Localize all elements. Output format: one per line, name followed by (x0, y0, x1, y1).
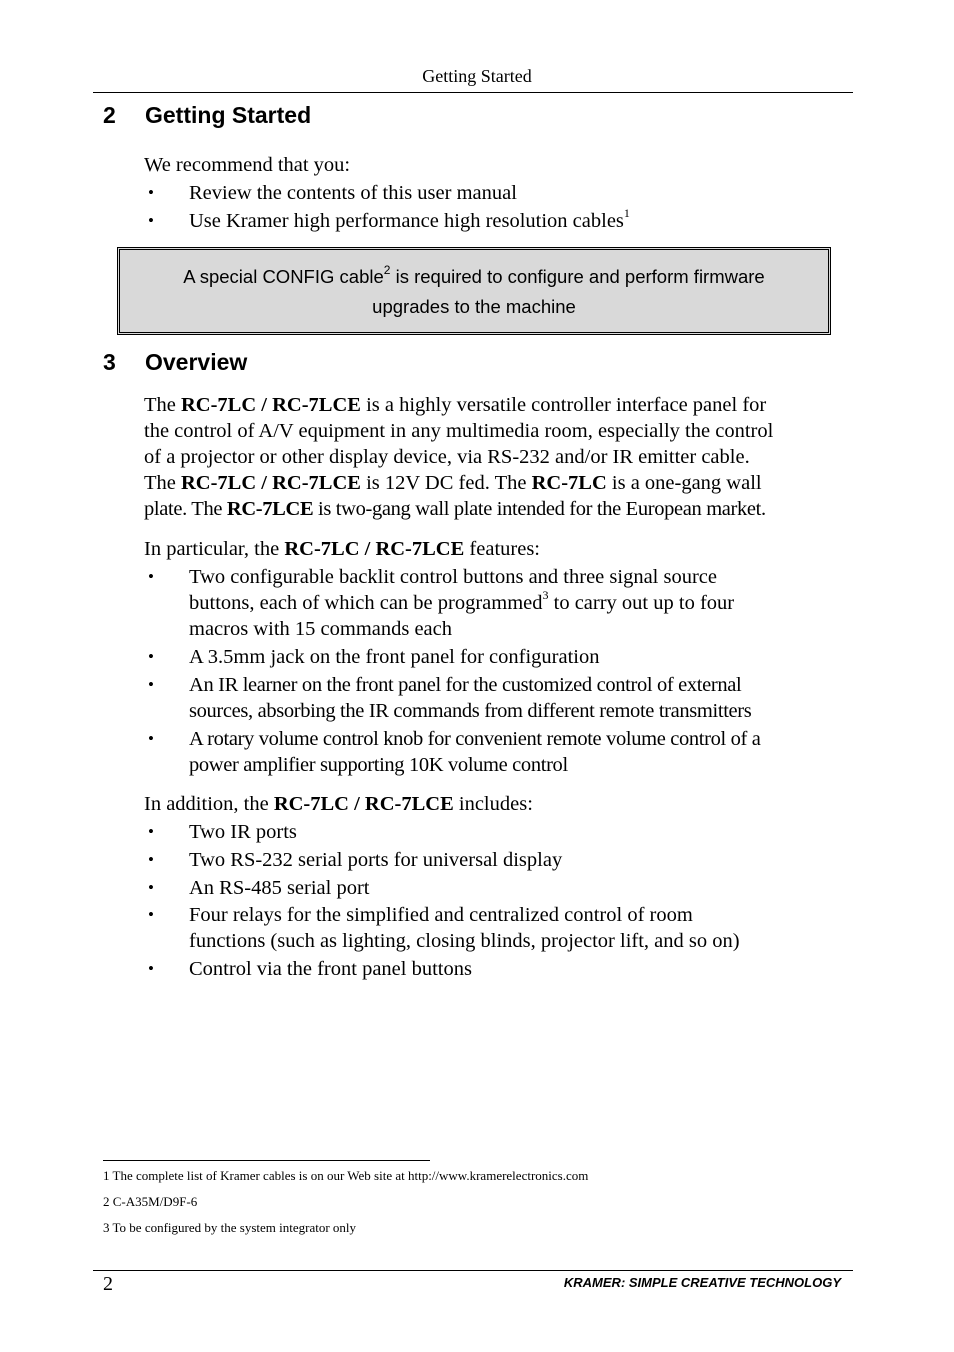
bullet-icon: • (148, 183, 154, 202)
running-header: Getting Started (422, 66, 532, 86)
overview-paragraph (144, 392, 849, 522)
footnote: 2 C-A35M/D9F-6 (103, 1194, 198, 1209)
para-line: of a projector or other display device, via RS-232 and/or IR emitter cable. (144, 446, 750, 468)
list-item (188, 672, 848, 724)
note-text: is required to configure and perform firmware (390, 266, 765, 287)
list-item-text: Use Kramer high performance high resolution cables (189, 210, 624, 232)
bullet-icon: • (148, 822, 154, 841)
bullet-icon: • (148, 878, 154, 897)
bullet-icon: • (148, 647, 154, 666)
note-box (117, 247, 831, 335)
note-line-2: upgrades to the machine (372, 296, 576, 317)
list-item-line: power amplifier supporting 10K volume control (189, 754, 568, 776)
footer-rule (93, 1270, 853, 1271)
para-line: The RC-7LC / RC-7LCE is 12V DC fed. The RC-7LC is a one-gang wall (144, 472, 762, 494)
footnote: 1 The complete list of Kramer cables is on our Web site at http://www.kramerelectronics.com (103, 1168, 589, 1183)
list-item: Review the contents of this user manual (189, 182, 517, 204)
intro-text: We recommend that you: (144, 154, 351, 176)
bullet-icon: • (148, 850, 154, 869)
list-item-line: Two configurable backlit control buttons and three signal source (189, 566, 717, 588)
model-name: RC-7LC / RC-7LCE (284, 538, 465, 560)
section-title: Overview (145, 349, 248, 375)
footnote-ref[interactable]: 3 (542, 588, 549, 603)
features-intro: In particular, the RC-7LC / RC-7LCE features: (144, 538, 540, 560)
list-item: Two RS-232 serial ports for universal display (189, 849, 563, 871)
footer-brand: KRAMER: SIMPLE CREATIVE TECHNOLOGY (563, 1275, 841, 1290)
model-name: RC-7LC / RC-7LCE (273, 793, 454, 815)
list-item-line: Four relays for the simplified and centralized control of room (189, 904, 693, 926)
list-item (188, 726, 848, 778)
list-item-line: macros with 15 commands each (189, 618, 453, 640)
list-item-line: An IR learner on the front panel for the customized control of external (189, 674, 742, 696)
list-item: Control via the front panel buttons (189, 958, 472, 980)
para-line: The RC-7LC / RC-7LCE is a highly versatile controller interface panel for (144, 394, 767, 416)
list-item: An RS-485 serial port (189, 877, 370, 899)
section-title: Getting Started (145, 102, 312, 128)
list-item-line: A rotary volume control knob for convenient remote volume control of a (189, 728, 761, 750)
list-item-line: sources, absorbing the IR commands from different remote transmitters (189, 700, 752, 722)
list-item: A 3.5mm jack on the front panel for configuration (189, 646, 600, 668)
page-number: 2 (103, 1273, 113, 1295)
footnote: 3 To be configured by the system integrator only (103, 1220, 357, 1235)
list-item (188, 902, 848, 954)
para-line: the control of A/V equipment in any multimedia room, especially the control (144, 420, 774, 442)
model-name: RC-7LC (531, 472, 607, 494)
bullet-icon: • (148, 675, 154, 694)
bullet-icon: • (148, 729, 154, 748)
includes-intro: In addition, the RC-7LC / RC-7LCE includes: (144, 793, 533, 815)
list-item: Two IR ports (189, 821, 297, 843)
bullet-icon: • (148, 905, 154, 924)
bullet-icon: • (148, 211, 154, 230)
list-item (188, 564, 848, 642)
note-line-1 (120, 262, 828, 292)
footnote-ref[interactable]: 2 (383, 262, 391, 277)
model-name: RC-7LC / RC-7LCE (181, 472, 361, 494)
bullet-icon: • (148, 959, 154, 978)
list-item-line: functions (such as lighting, closing blinds, projector lift, and so on) (189, 930, 740, 952)
header-rule (93, 92, 853, 93)
bullet-icon: • (148, 567, 154, 586)
section-number: 3 (103, 349, 116, 375)
section-number: 2 (103, 102, 116, 128)
footnote-rule (103, 1160, 430, 1161)
list-item-line: buttons, each of which can be programmed$^3$ to carry out up to four (189, 588, 735, 614)
model-name: RC-7LC / RC-7LCE (181, 394, 361, 416)
note-text: A special CONFIG cable (183, 266, 384, 287)
list-item (189, 208, 849, 234)
model-name: RC-7LCE (226, 498, 314, 520)
para-line: plate. The RC-7LCE is two-gang wall plate intended for the European market. (144, 498, 766, 520)
footnote-ref[interactable]: 1 (623, 206, 630, 221)
